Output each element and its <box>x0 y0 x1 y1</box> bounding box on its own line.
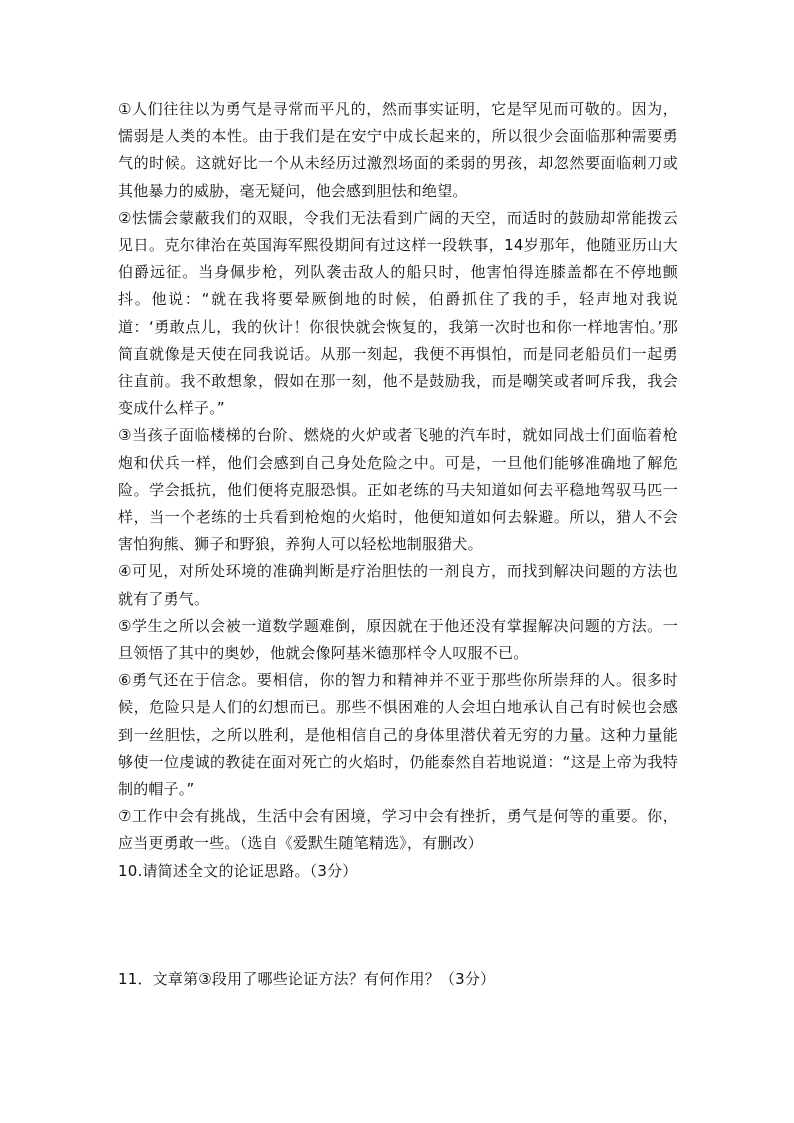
question-10: 10.请简述全文的论证思路。（3分） <box>118 861 358 880</box>
paragraph-6: ⑥勇气还在于信念。要相信，你的智力和精神并不亚于那些你所崇拜的人。很多时候，危险只是人们的幻想而已。那些不惧困难的人会坦白地承认自己有时候也会感到一丝胆怯，之所以胜利，是他相信自己的身体里潜伏着无穷的力量。这种力量能够使一位虔诚的教徒在面对死亡的火焰时，仍能泰然自若地说道：“这是上帝为我特制的帽子。” <box>118 671 678 799</box>
question-11: 11．文章第③段用了哪些论证方法？有何作用？（3分） <box>118 969 496 988</box>
paragraph-7: ⑦工作中会有挑战，生活中会有困境，学习中会有挫折，勇气是何等的重要。你，应当更勇敢一些。（选自《爱默生随笔精选》，有删改） <box>118 807 678 853</box>
document-page <box>118 96 678 993</box>
paragraph-3: ③当孩子面临楼梯的台阶、燃烧的火炉或者飞驰的汽车时，就如同战士们面临着枪炮和伏兵一样，他们会感到自己身处危险之中。可是，一旦他们能够准确地了解危险。学会抵抗，他们便将克服恐惧。正如老练的马夫知道如何去平稳地驾驭马匹一样，当一个老练的士兵看到枪炮的火焰时，他便知道如何去躲避。所以，猎人不会害怕狗熊、狮子和野狼，养狗人可以轻松地制服猎犬。 <box>118 426 678 554</box>
paragraph-2: ②怯懦会蒙蔽我们的双眼，令我们无法看到广阔的天空，而适时的鼓励却常能拨云见日。克尔律治在英国海军熙役期间有过这样一段轶事，14岁那年，他随亚历山大伯爵远征。当身佩步枪，列队袭击敌人的船只时，他害怕得连膝盖都在不停地颤抖。他说：“就在我将要晕厥倒地的时候，伯爵抓住了我的手，轻声地对我说道：‘勇敢点儿，我的伙计！你很快就会恢复的，我第一次时也和你一样地害怕。’那简直就像是天使在同我说话。从那一刻起，我便不再惧怕，而是同老船员们一起勇往直前。我不敢想象，假如在那一刻，他不是鼓励我，而是嘲笑或者呵斥我，我会变成什么样子。” <box>118 208 678 418</box>
paragraph-5: ⑤学生之所以会被一道数学题难倒，原因就在于他还没有掌握解决问题的方法。一旦领悟了其中的奥妙，他就会像阿基米德那样令人叹服不已。 <box>118 616 678 663</box>
paragraph-1: ①人们往往以为勇气是寻常而平凡的，然而事实证明，它是罕见而可敬的。因为，懦弱是人类的本性。由于我们是在安宁中成长起来的，所以很少会面临那种需要勇气的时候。这就好比一个从未经历过激烈场面的柔弱的男孩，却忽然要面临刺刀或其他暴力的威胁，毫无疑问，他会感到胆怯和绝望。 <box>118 100 678 200</box>
paragraph-4: ④可见，对所处环境的准确判断是疗治胆怯的一剂良方，而找到解决问题的方法也就有了勇气。 <box>118 562 678 608</box>
